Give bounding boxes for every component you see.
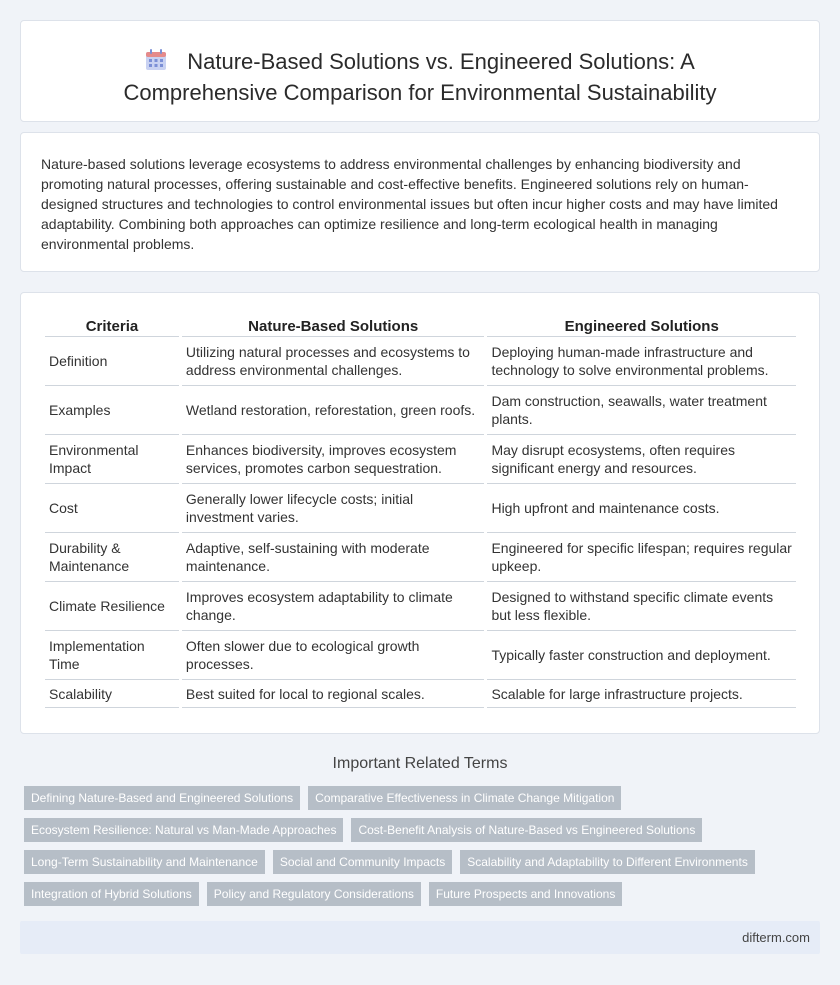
- criteria-cell: Examples: [45, 386, 179, 435]
- related-term-tag[interactable]: Policy and Regulatory Considerations: [207, 882, 421, 906]
- nature-cell: Improves ecosystem adaptability to climate change.: [182, 582, 485, 631]
- table-row: [45, 631, 796, 680]
- title-line-1: Nature-Based Solutions vs. Engineered Solutions: A: [187, 49, 695, 74]
- criteria-cell: Definition: [45, 337, 179, 386]
- engineered-cell: May disrupt ecosystems, often requires significant energy and resources.: [487, 435, 796, 484]
- intro-card: [20, 132, 820, 272]
- criteria-cell: Durability & Maintenance: [45, 533, 179, 582]
- engineered-cell: Designed to withstand specific climate events but less flexible.: [487, 582, 796, 631]
- engineered-cell: Dam construction, seawalls, water treatment plants.: [487, 386, 796, 435]
- calendar-icon: [145, 49, 167, 78]
- intro-paragraph: Nature-based solutions leverage ecosystems to address environmental challenges by enhancing biodiversity and promoting natural processes, offering sustainable and cost-effective benefits. Engineered solutions rely on human-designed structures and technologies to control environmental issues but often incur higher costs and may have limited adaptability. Combining both approaches can optimize resilience and long-term ecological health in managing environmental problems.: [41, 156, 778, 252]
- related-term-tag[interactable]: Long-Term Sustainability and Maintenance: [24, 850, 265, 874]
- title-line-2: Comprehensive Comparison for Environmental Sustainability: [123, 80, 717, 105]
- engineered-cell: Typically faster construction and deployment.: [487, 631, 796, 680]
- criteria-cell: Cost: [45, 484, 179, 533]
- footer-bar: [20, 921, 820, 954]
- table-row: [45, 484, 796, 533]
- table-row: [45, 582, 796, 631]
- comparison-card: [20, 292, 820, 734]
- related-tags-row: [24, 850, 755, 874]
- header-engineered: Engineered Solutions: [487, 315, 796, 337]
- table-header-row: [45, 315, 796, 337]
- criteria-cell: Implementation Time: [45, 631, 179, 680]
- table-row: [45, 533, 796, 582]
- nature-cell: Utilizing natural processes and ecosystems to address environmental challenges.: [182, 337, 485, 386]
- related-term-tag[interactable]: Cost-Benefit Analysis of Nature-Based vs Engineered Solutions: [351, 818, 702, 842]
- nature-cell: Wetland restoration, reforestation, green roofs.: [182, 386, 485, 435]
- related-term-tag[interactable]: Future Prospects and Innovations: [429, 882, 622, 906]
- related-term-tag[interactable]: Integration of Hybrid Solutions: [24, 882, 199, 906]
- comparison-table: [42, 315, 799, 708]
- page-title: [61, 47, 779, 107]
- criteria-cell: Environmental Impact: [45, 435, 179, 484]
- header-criteria: Criteria: [45, 315, 179, 337]
- criteria-cell: Scalability: [45, 680, 179, 708]
- criteria-cell: Climate Resilience: [45, 582, 179, 631]
- table-row: [45, 435, 796, 484]
- footer-site-link[interactable]: difterm.com: [742, 930, 810, 945]
- nature-cell: Adaptive, self-sustaining with moderate maintenance.: [182, 533, 485, 582]
- table-row: [45, 680, 796, 708]
- engineered-cell: Deploying human-made infrastructure and technology to solve environmental problems.: [487, 337, 796, 386]
- engineered-cell: Scalable for large infrastructure projects.: [487, 680, 796, 708]
- nature-cell: Enhances biodiversity, improves ecosystem services, promotes carbon sequestration.: [182, 435, 485, 484]
- nature-cell: Often slower due to ecological growth processes.: [182, 631, 485, 680]
- title-card: [20, 20, 820, 122]
- related-term-tag[interactable]: Defining Nature-Based and Engineered Solutions: [24, 786, 300, 810]
- related-term-tag[interactable]: Ecosystem Resilience: Natural vs Man-Made Approaches: [24, 818, 343, 842]
- engineered-cell: Engineered for specific lifespan; requires regular upkeep.: [487, 533, 796, 582]
- nature-cell: Generally lower lifecycle costs; initial investment varies.: [182, 484, 485, 533]
- table-row: [45, 386, 796, 435]
- nature-cell: Best suited for local to regional scales.: [182, 680, 485, 708]
- table-row: [45, 337, 796, 386]
- related-term-tag[interactable]: Social and Community Impacts: [273, 850, 452, 874]
- related-tags-row: [24, 786, 621, 810]
- related-terms-heading: Important Related Terms: [332, 755, 508, 772]
- related-term-tag[interactable]: Comparative Effectiveness in Climate Change Mitigation: [308, 786, 621, 810]
- header-nature-based: Nature-Based Solutions: [182, 315, 485, 337]
- engineered-cell: High upfront and maintenance costs.: [487, 484, 796, 533]
- related-tags-row: [24, 818, 702, 842]
- related-tags-row: [24, 882, 622, 906]
- related-term-tag[interactable]: Scalability and Adaptability to Different Environments: [460, 850, 755, 874]
